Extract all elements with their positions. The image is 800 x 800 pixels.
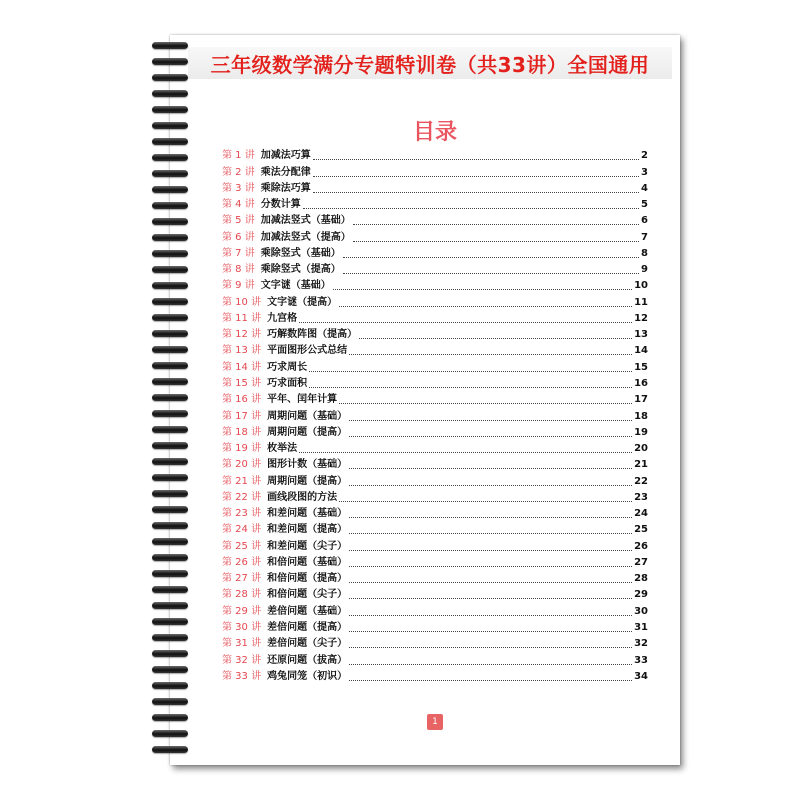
dot-leader [299, 321, 632, 323]
dot-leader [349, 581, 632, 583]
toc-row [222, 246, 648, 262]
lecture-label: 第 5 讲 [222, 215, 255, 227]
toc-row [222, 213, 648, 229]
spiral-ring [152, 106, 188, 113]
spiral-ring [152, 298, 188, 305]
dot-leader [349, 467, 632, 469]
spiral-ring [152, 426, 188, 433]
lecture-label: 第 29 讲 [222, 605, 262, 617]
dot-leader [353, 223, 639, 225]
spiral-ring [152, 250, 188, 257]
title-banner [188, 47, 672, 79]
lecture-label: 第 7 讲 [222, 247, 255, 259]
dot-leader [313, 191, 639, 193]
lecture-label: 第 10 讲 [222, 296, 262, 308]
dot-leader [313, 175, 639, 177]
entry-title: 分数计算 [260, 199, 301, 211]
lecture-label: 第 30 讲 [222, 621, 262, 633]
toc-row [222, 652, 648, 668]
spiral-ring [152, 378, 188, 385]
entry-page-number: 30 [634, 605, 648, 617]
spiral-ring [152, 650, 188, 657]
dot-leader [349, 646, 632, 648]
entry-title: 差倍问题（尖子） [267, 638, 348, 650]
toc-row [222, 278, 648, 294]
toc-row [222, 359, 648, 375]
lecture-label: 第 18 讲 [222, 426, 262, 438]
entry-title: 九宫格 [267, 312, 298, 324]
entry-title: 图形计数（基础） [267, 459, 348, 471]
spiral-ring [152, 74, 188, 81]
lecture-label: 第 25 讲 [222, 540, 262, 552]
entry-page-number: 3 [641, 166, 648, 178]
toc-row [222, 571, 648, 587]
lecture-label: 第 20 讲 [222, 459, 262, 471]
lecture-label: 第 22 讲 [222, 491, 262, 503]
dot-leader [339, 305, 632, 307]
spiral-ring [152, 122, 188, 129]
entry-title: 巧求面积 [267, 377, 308, 389]
entry-title: 差倍问题（基础） [267, 605, 348, 617]
toc-row [222, 425, 648, 441]
toc-row [222, 181, 648, 197]
entry-title: 画线段图的方法 [267, 491, 338, 503]
dot-leader [349, 597, 632, 599]
entry-title: 文字谜（基础） [260, 280, 331, 292]
entry-page-number: 6 [641, 215, 648, 227]
entry-page-number: 19 [634, 426, 648, 438]
entry-page-number: 27 [634, 556, 648, 568]
spiral-ring [152, 474, 188, 481]
toc-row [222, 636, 648, 652]
lecture-label: 第 26 讲 [222, 556, 262, 568]
toc-row [222, 522, 648, 538]
toc-row [222, 311, 648, 327]
toc-row [222, 490, 648, 506]
toc-row [222, 538, 648, 554]
toc-heading: 目录 [412, 120, 457, 145]
entry-page-number: 5 [641, 199, 648, 211]
spiral-ring [152, 154, 188, 161]
spiral-ring [152, 714, 188, 721]
dot-leader [339, 500, 632, 502]
entry-page-number: 26 [634, 540, 648, 552]
lecture-label: 第 17 讲 [222, 410, 262, 422]
entry-title: 枚举法 [267, 443, 298, 455]
dot-leader [349, 419, 632, 421]
page-number-badge: 1 [427, 714, 443, 730]
spiral-ring [152, 362, 188, 369]
spiral-binding [148, 42, 192, 760]
lecture-label: 第 13 讲 [222, 345, 262, 357]
dot-leader [343, 272, 639, 274]
spiral-ring [152, 218, 188, 225]
spiral-ring [152, 554, 188, 561]
dot-leader [349, 353, 632, 355]
lecture-label: 第 24 讲 [222, 524, 262, 536]
lecture-label: 第 8 讲 [222, 264, 255, 276]
entry-title: 文字谜（提高） [267, 296, 338, 308]
spiral-ring [152, 442, 188, 449]
toc-row [222, 294, 648, 310]
toc-row [222, 164, 648, 180]
entry-title: 和差问题（提高） [267, 524, 348, 536]
entry-page-number: 24 [634, 508, 648, 520]
entry-title: 周期问题（基础） [267, 410, 348, 422]
entry-page-number: 22 [634, 475, 648, 487]
spiral-ring [152, 730, 188, 737]
notebook-page [170, 35, 680, 765]
entry-page-number: 34 [634, 670, 648, 682]
dot-leader [349, 549, 632, 551]
spiral-ring [152, 666, 188, 673]
spiral-ring [152, 394, 188, 401]
spiral-ring [152, 202, 188, 209]
spiral-ring [152, 698, 188, 705]
entry-page-number: 16 [634, 377, 648, 389]
entry-page-number: 15 [634, 361, 648, 373]
spiral-ring [152, 138, 188, 145]
dot-leader [349, 614, 632, 616]
dot-leader [353, 240, 639, 242]
entry-title: 和差问题（尖子） [267, 540, 348, 552]
lecture-label: 第 15 讲 [222, 377, 262, 389]
entry-page-number: 33 [634, 654, 648, 666]
entry-title: 还原问题（拔高） [267, 654, 348, 666]
entry-page-number: 21 [634, 459, 648, 471]
spiral-ring [152, 186, 188, 193]
spiral-ring [152, 618, 188, 625]
entry-title: 周期问题（提高） [267, 475, 348, 487]
dot-leader [349, 679, 632, 681]
entry-title: 和倍问题（尖子） [267, 589, 348, 601]
entry-page-number: 14 [634, 345, 648, 357]
dot-leader [349, 663, 632, 665]
lecture-label: 第 23 讲 [222, 508, 262, 520]
entry-title: 和差问题（基础） [267, 508, 348, 520]
spiral-ring [152, 266, 188, 273]
lecture-label: 第 32 讲 [222, 654, 262, 666]
lecture-label: 第 28 讲 [222, 589, 262, 601]
spiral-ring [152, 746, 188, 753]
lecture-label: 第 19 讲 [222, 443, 262, 455]
entry-title: 乘法分配律 [260, 166, 311, 178]
dot-leader [299, 451, 632, 453]
spiral-ring [152, 602, 188, 609]
document-title: 三年级数学满分专题特训卷（共33讲）全国通用 [210, 52, 650, 77]
toc-row [222, 669, 648, 685]
toc-row [222, 457, 648, 473]
lecture-label: 第 33 讲 [222, 670, 262, 682]
toc-row [222, 473, 648, 489]
lecture-label: 第 2 讲 [222, 166, 255, 178]
toc-row [222, 376, 648, 392]
entry-title: 乘除竖式（基础） [260, 247, 341, 259]
dot-leader [309, 370, 632, 372]
lecture-label: 第 31 讲 [222, 638, 262, 650]
toc-row [222, 555, 648, 571]
spiral-ring [152, 90, 188, 97]
entry-page-number: 17 [634, 394, 648, 406]
toc-row [222, 392, 648, 408]
toc-row [222, 620, 648, 636]
entry-title: 加减法竖式（提高） [260, 231, 351, 243]
toc-row [222, 229, 648, 245]
entry-title: 和倍问题（提高） [267, 573, 348, 585]
dot-leader [343, 256, 639, 258]
lecture-label: 第 21 讲 [222, 475, 262, 487]
entry-page-number: 7 [641, 231, 648, 243]
table-of-contents [222, 148, 648, 685]
entry-page-number: 25 [634, 524, 648, 536]
entry-title: 平面图形公式总结 [267, 345, 348, 357]
entry-title: 平年、闰年计算 [267, 394, 338, 406]
toc-row [222, 343, 648, 359]
spiral-ring [152, 586, 188, 593]
entry-page-number: 11 [634, 296, 648, 308]
entry-title: 和倍问题（基础） [267, 556, 348, 568]
spiral-ring [152, 170, 188, 177]
spiral-ring [152, 634, 188, 641]
toc-row [222, 506, 648, 522]
entry-page-number: 23 [634, 491, 648, 503]
lecture-label: 第 14 讲 [222, 361, 262, 373]
dot-leader [349, 532, 632, 534]
spiral-ring [152, 346, 188, 353]
entry-title: 巧解数阵图（提高） [267, 329, 358, 341]
spiral-ring [152, 682, 188, 689]
spiral-ring [152, 58, 188, 65]
toc-row [222, 587, 648, 603]
spiral-ring [152, 330, 188, 337]
entry-page-number: 8 [641, 247, 648, 259]
dot-leader [359, 337, 632, 339]
dot-leader [313, 158, 639, 160]
entry-page-number: 18 [634, 410, 648, 422]
entry-title: 鸡兔同笼（初识） [267, 670, 348, 682]
spiral-ring [152, 538, 188, 545]
entry-title: 巧求周长 [267, 361, 308, 373]
spiral-ring [152, 506, 188, 513]
toc-row [222, 603, 648, 619]
entry-page-number: 9 [641, 264, 648, 276]
entry-page-number: 2 [641, 150, 648, 162]
lecture-label: 第 3 讲 [222, 182, 255, 194]
entry-title: 差倍问题（提高） [267, 621, 348, 633]
entry-page-number: 10 [634, 280, 648, 292]
entry-page-number: 20 [634, 443, 648, 455]
toc-row [222, 441, 648, 457]
toc-row [222, 197, 648, 213]
dot-leader [349, 435, 632, 437]
spiral-ring [152, 522, 188, 529]
dot-leader [349, 484, 632, 486]
spiral-ring [152, 42, 188, 49]
lecture-label: 第 6 讲 [222, 231, 255, 243]
entry-title: 周期问题（提高） [267, 426, 348, 438]
dot-leader [339, 402, 632, 404]
lecture-label: 第 4 讲 [222, 199, 255, 211]
dot-leader [309, 386, 632, 388]
dot-leader [333, 288, 632, 290]
lecture-label: 第 11 讲 [222, 312, 262, 324]
lecture-label: 第 16 讲 [222, 394, 262, 406]
entry-page-number: 28 [634, 573, 648, 585]
toc-row [222, 408, 648, 424]
spiral-ring [152, 410, 188, 417]
entry-title: 乘除法巧算 [260, 182, 311, 194]
toc-row [222, 148, 648, 164]
dot-leader [349, 630, 632, 632]
entry-page-number: 13 [634, 329, 648, 341]
dot-leader [303, 207, 639, 209]
dot-leader [349, 565, 632, 567]
lecture-label: 第 12 讲 [222, 329, 262, 341]
spiral-ring [152, 458, 188, 465]
entry-page-number: 32 [634, 638, 648, 650]
spiral-ring [152, 282, 188, 289]
dot-leader [349, 516, 632, 518]
lecture-label: 第 27 讲 [222, 573, 262, 585]
entry-page-number: 12 [634, 312, 648, 324]
entry-title: 乘除竖式（提高） [260, 264, 341, 276]
spiral-ring [152, 490, 188, 497]
spiral-ring [152, 570, 188, 577]
toc-row [222, 262, 648, 278]
lecture-label: 第 1 讲 [222, 150, 255, 162]
toc-row [222, 327, 648, 343]
entry-page-number: 4 [641, 182, 648, 194]
entry-page-number: 29 [634, 589, 648, 601]
entry-title: 加减法巧算 [260, 150, 311, 162]
spiral-ring [152, 314, 188, 321]
entry-page-number: 31 [634, 621, 648, 633]
lecture-label: 第 9 讲 [222, 280, 255, 292]
entry-title: 加减法竖式（基础） [260, 215, 351, 227]
spiral-ring [152, 234, 188, 241]
